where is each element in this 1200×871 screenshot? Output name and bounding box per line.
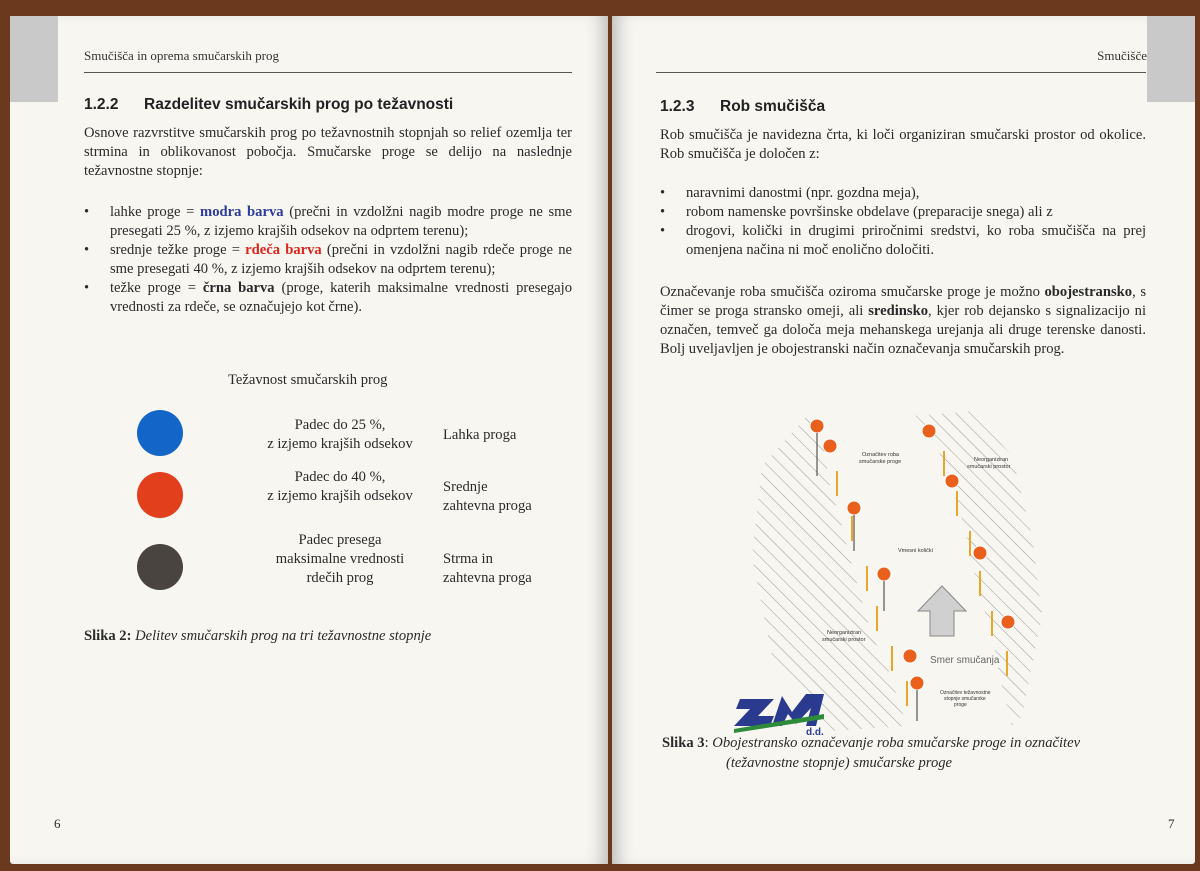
blue-circle bbox=[137, 410, 183, 456]
running-head: Smučišče bbox=[1097, 48, 1147, 63]
left-page bbox=[10, 16, 608, 864]
intro-paragraph: Rob smučišča je navidezna črta, ki loči organiziran smučarski prostor od okolice. Rob smučišča je določen z: bbox=[660, 127, 1146, 162]
bullet-item: • robom namenske površinske obdelave (preparacije snega) ali z bbox=[660, 204, 1053, 220]
caption-text-line2: (težavnostne stopnje) smučarske proge bbox=[726, 755, 953, 771]
difficulty-bullets bbox=[84, 203, 572, 317]
red-circle bbox=[137, 472, 183, 518]
page-number: 7 bbox=[1168, 816, 1175, 831]
page-edge-strip bbox=[10, 16, 58, 102]
intro-paragraph: Osnove razvrstitve smučarskih prog po težavnostnih stopnjah so relief ozemlja ter strmina in oblikovanost pobočja. Smučarske proge se delijo na naslednje težavnostne stopnje: bbox=[84, 125, 572, 179]
caption-label: Slika 2: bbox=[84, 628, 132, 644]
section-heading bbox=[84, 96, 453, 114]
edge-bullets bbox=[660, 184, 1146, 260]
direction-arrow bbox=[918, 586, 966, 636]
bullet-item: • naravnimi danostmi (npr. gozdna meja), bbox=[660, 185, 920, 201]
difficulty-category: Srednje zahtevna proga bbox=[443, 479, 532, 514]
black-circle bbox=[137, 544, 183, 590]
figure-caption: Slika 3: Obojestransko označevanje roba smučarske proge in označitev bbox=[662, 735, 1081, 751]
section-number: 1.2.2 bbox=[84, 96, 119, 113]
caption-text-line1: Obojestransko označevanje roba smučarske proge in označitev bbox=[712, 735, 1081, 751]
caption-label: Slika 3 bbox=[662, 735, 705, 751]
direction-label: Smer smučanja bbox=[930, 655, 1000, 666]
bullet-item: • drogovi, količki in drugimi priročnimi sredstvi, ko roba smučišča na prej omenjena načina ni moč enolično določiti. bbox=[660, 223, 1146, 258]
caption-text: Delitev smučarskih prog na tri težavnostne stopnje bbox=[135, 628, 432, 644]
header-rule bbox=[84, 72, 572, 73]
running-head: Smučišča in oprema smučarskih prog bbox=[84, 48, 279, 63]
section-title: Rob smučišča bbox=[720, 98, 826, 115]
blue-label: modra barva bbox=[200, 204, 284, 220]
piste-edge-diagram bbox=[712, 396, 1052, 736]
section-number: 1.2.3 bbox=[660, 98, 695, 115]
difficulty-desc: Padec do 25 %, z izjemo krajših odsekov bbox=[267, 417, 413, 452]
right-page bbox=[612, 16, 1195, 864]
page-number: 6 bbox=[54, 816, 61, 831]
bullet-item: • srednje težke proge = rdeča barva (prečni in vzdolžni nagib rdeče proge ne sme presegati 40 %, z izjemo krajših odsekov na odprtem terenu); bbox=[84, 242, 573, 277]
marking-paragraph: Označevanje roba smučišča oziroma smučarske proge je možno obojestransko, s čimer se proga stransko omeji, ali sredinsko, kjer rob dejansko s signalizacijo ni označen, temveč ga določa meja mehanskega urejanja ali druge terenske danosti. Bolj uveljavljen je obojestranski način označevanja smučarskih prog. bbox=[660, 284, 1146, 357]
bullet-item: • težke proge = črna barva (proge, katerih maksimalne vrednosti presegajo vrednosti za rdeče, se označujejo kot črne). bbox=[84, 280, 572, 315]
figure-caption-cont bbox=[726, 753, 952, 773]
bullet-item: • lahke proge = modra barva (prečni in vzdolžni nagib modre proge ne sme presegati 25 %, z izjemo krajših odsekov na odprtem terenu); bbox=[84, 204, 572, 239]
black-label: črna barva bbox=[202, 280, 275, 296]
section-title: Razdelitev smučarskih prog po težavnosti bbox=[144, 96, 454, 113]
unorganized-right-label: Neorganiziran smučarski prostor bbox=[967, 457, 1011, 470]
header-rule bbox=[656, 72, 1146, 73]
difficulty-desc: Padec do 40 %, z izjemo krajših odsekov bbox=[267, 469, 413, 504]
zm-logo bbox=[734, 694, 824, 736]
difficulty-category: Strma in zahtevna proga bbox=[443, 551, 532, 586]
figure-title: Težavnost smučarskih prog bbox=[228, 372, 388, 388]
page-edge-strip bbox=[1147, 16, 1195, 102]
figure-caption bbox=[84, 626, 431, 646]
logo-text: d.d. bbox=[806, 727, 824, 736]
difficulty-label: Označitev težavnostne stopnje smučarske proge bbox=[940, 690, 991, 708]
red-label: rdeča barva bbox=[245, 242, 322, 258]
difficulty-desc: Padec presega maksimalne vrednosti rdečih prog bbox=[275, 532, 405, 586]
unorganized-left-label: Neorganiziran smučarski prostor bbox=[822, 630, 866, 643]
section-heading bbox=[660, 98, 825, 116]
edge-marking-label: Označitev roba smučarske proge bbox=[859, 452, 902, 465]
difficulty-category: Lahka proga bbox=[443, 427, 517, 443]
poles-label: Vmesni količki bbox=[898, 548, 933, 554]
